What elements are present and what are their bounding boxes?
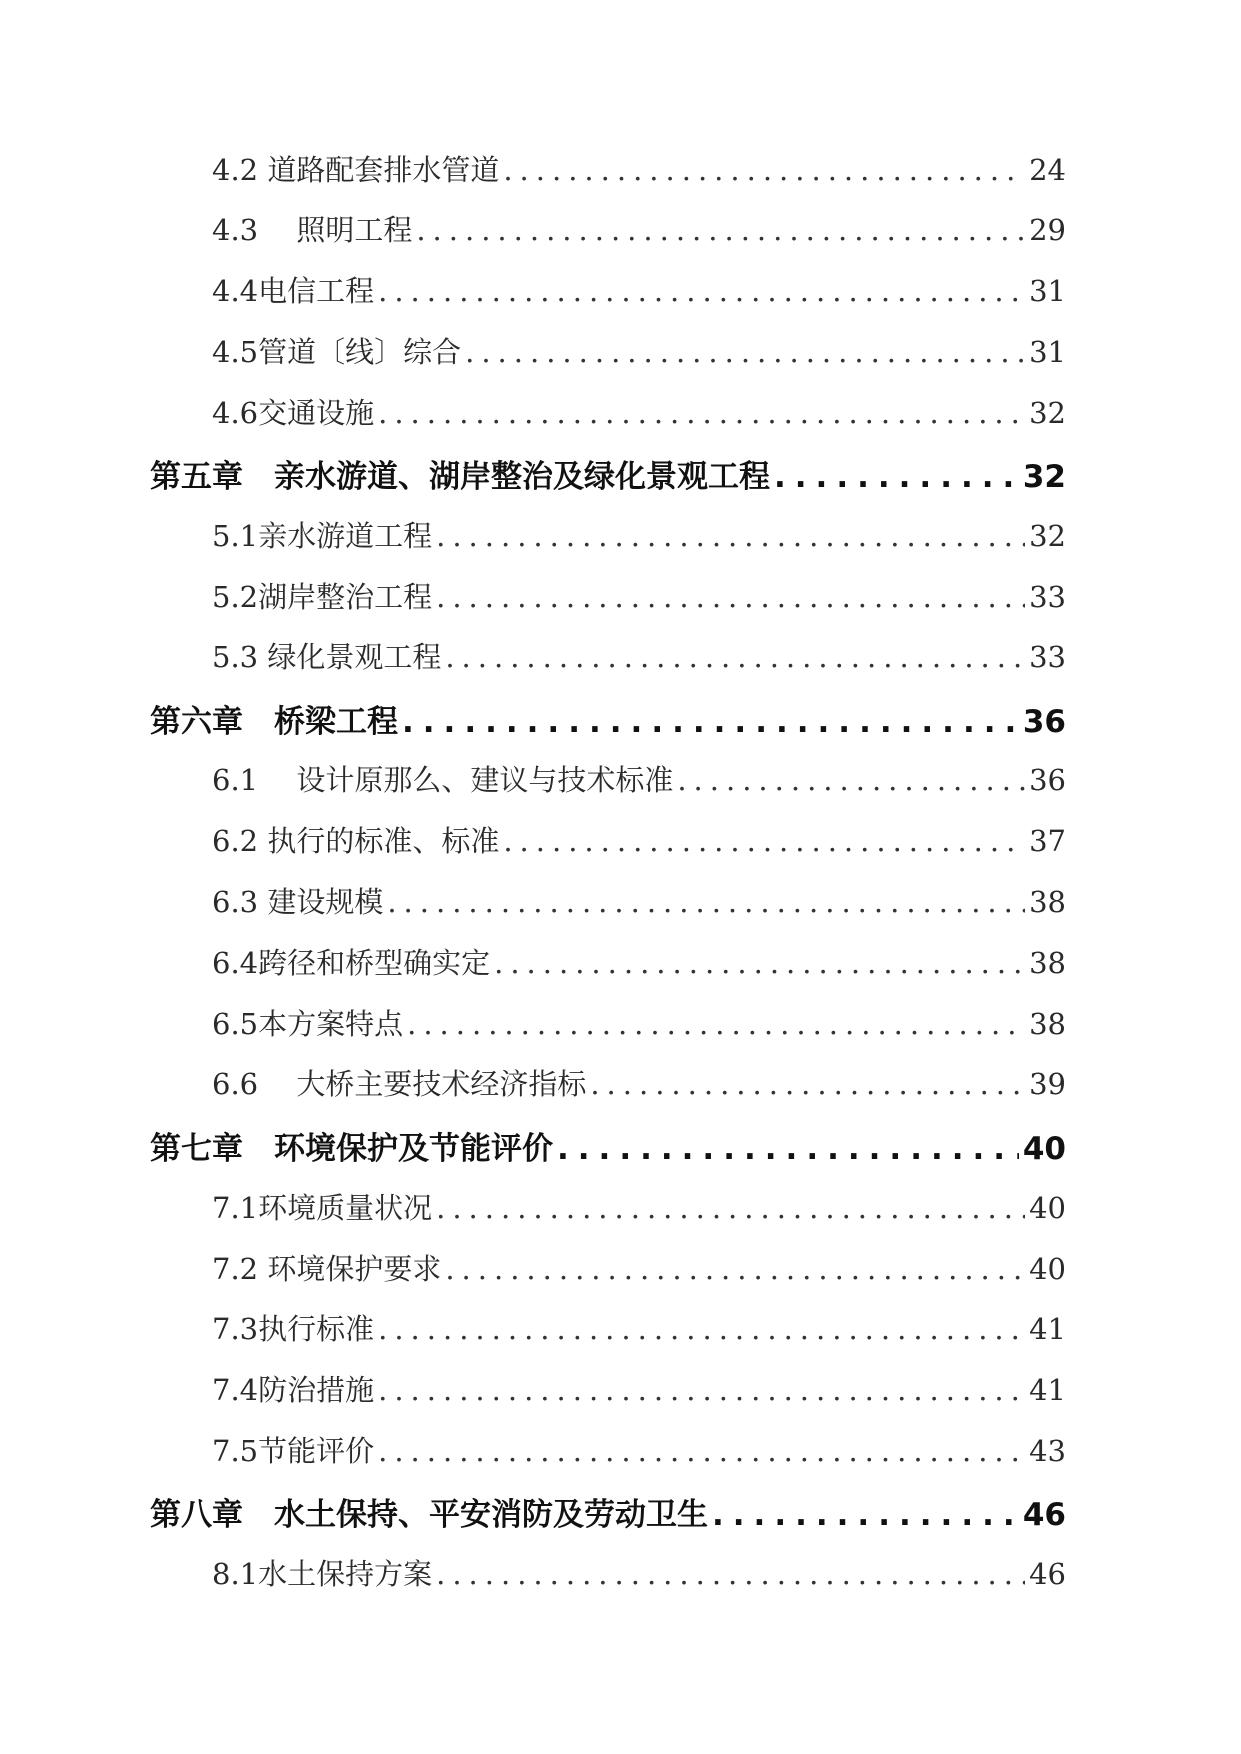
- toc-chapter[interactable]: [150, 696, 1066, 741]
- toc-entry-label: 7.1环境质量状况: [212, 1191, 433, 1225]
- dot-leader: [378, 1312, 1025, 1346]
- dot-leader: [416, 213, 1025, 247]
- toc-entry-page: 41: [1029, 1373, 1066, 1407]
- toc-entry-page: 33: [1029, 640, 1066, 674]
- toc-entry[interactable]: [212, 819, 1066, 860]
- toc-entry-page: 36: [1029, 763, 1066, 797]
- toc-entry[interactable]: [212, 391, 1066, 432]
- dot-leader: [387, 885, 1025, 919]
- dot-leader: [590, 1067, 1025, 1101]
- toc-entry-page: 38: [1029, 1007, 1066, 1041]
- toc-entry-page: 38: [1029, 946, 1066, 980]
- toc-entry-page: 32: [1029, 396, 1066, 430]
- toc-entry-page: 39: [1029, 1067, 1066, 1101]
- toc-entry[interactable]: [212, 330, 1066, 371]
- toc-chapter[interactable]: [150, 1489, 1066, 1534]
- toc-entry[interactable]: [212, 1368, 1066, 1409]
- toc-entry[interactable]: [212, 148, 1066, 189]
- dot-leader: [378, 1434, 1025, 1468]
- toc-entry-label: 4.3 照明工程: [212, 213, 413, 247]
- toc-entry-label: 7.5节能评价: [212, 1434, 375, 1468]
- dot-leader: [712, 1497, 1019, 1533]
- toc-entry[interactable]: [212, 1307, 1066, 1348]
- toc-chapter-page: 40: [1022, 1131, 1066, 1167]
- toc-entry[interactable]: [212, 758, 1066, 799]
- toc-entry-page: 32: [1029, 519, 1066, 553]
- dot-leader: [436, 519, 1025, 553]
- toc-entry-label: 6.3 建设规模: [212, 885, 384, 919]
- toc-entry[interactable]: [212, 269, 1066, 310]
- toc-entry-label: 6.2 执行的标准、标准: [212, 824, 500, 858]
- dot-leader: [503, 824, 1025, 858]
- toc-chapter-label: 第七章 环境保护及节能评价: [150, 1131, 553, 1167]
- toc-entry[interactable]: [212, 1429, 1066, 1470]
- toc-entry-page: 31: [1029, 335, 1066, 369]
- dot-leader: [378, 274, 1025, 308]
- toc-entry[interactable]: [212, 941, 1066, 982]
- toc-entry[interactable]: [212, 1002, 1066, 1043]
- toc-entry[interactable]: [212, 635, 1066, 676]
- toc-entry-page: 41: [1029, 1312, 1066, 1346]
- dot-leader: [445, 1252, 1025, 1286]
- dot-leader: [436, 1557, 1025, 1591]
- toc-entry[interactable]: [212, 208, 1066, 249]
- toc-chapter-page: 36: [1022, 704, 1066, 740]
- toc-entry-label: 4.5管道〔线〕综合: [212, 335, 462, 369]
- toc-entry-page: 46: [1029, 1557, 1066, 1591]
- dot-leader: [436, 580, 1025, 614]
- toc-entry[interactable]: [212, 1552, 1066, 1593]
- toc-entry-label: 6.1 设计原那么、建议与技术标准: [212, 763, 674, 797]
- toc-entry-page: 38: [1029, 885, 1066, 919]
- dot-leader: [503, 153, 1025, 187]
- toc-chapter-label: 第八章 水土保持、平安消防及劳动卫生: [150, 1497, 708, 1533]
- dot-leader: [407, 1007, 1025, 1041]
- dot-leader: [445, 640, 1025, 674]
- toc-entry-label: 7.3执行标准: [212, 1312, 375, 1346]
- dot-leader: [774, 459, 1019, 495]
- toc-entry-page: 29: [1029, 213, 1066, 247]
- toc-entry-label: 4.2 道路配套排水管道: [212, 153, 500, 187]
- toc-chapter-label: 第五章 亲水游道、湖岸整治及绿化景观工程: [150, 459, 770, 495]
- toc-entry-page: 31: [1029, 274, 1066, 308]
- dot-leader: [378, 1373, 1025, 1407]
- toc-entry-label: 7.2 环境保护要求: [212, 1252, 442, 1286]
- toc-entry-label: 6.6 大桥主要技术经济指标: [212, 1067, 587, 1101]
- toc-chapter[interactable]: [150, 451, 1066, 496]
- toc-entry-page: 33: [1029, 580, 1066, 614]
- toc-entry-label: 8.1水土保持方案: [212, 1557, 433, 1591]
- toc-chapter-page: 46: [1022, 1497, 1066, 1533]
- toc-chapter-label: 第六章 桥梁工程: [150, 704, 398, 740]
- toc-entry-page: 37: [1029, 824, 1066, 858]
- toc-entry[interactable]: [212, 1186, 1066, 1227]
- toc-entry-page: 43: [1029, 1434, 1066, 1468]
- dot-leader: [465, 335, 1025, 369]
- dot-leader: [494, 946, 1025, 980]
- dot-leader: [677, 763, 1025, 797]
- toc-entry-label: 4.4电信工程: [212, 274, 375, 308]
- toc-entry-label: 7.4防治措施: [212, 1373, 375, 1407]
- dot-leader: [378, 396, 1025, 430]
- toc-entry[interactable]: [212, 880, 1066, 921]
- toc-entry-page: 24: [1029, 153, 1066, 187]
- dot-leader: [402, 704, 1019, 740]
- toc-chapter-page: 32: [1022, 459, 1066, 495]
- toc-entry-label: 6.5本方案特点: [212, 1007, 404, 1041]
- toc-chapter[interactable]: [150, 1123, 1066, 1168]
- toc-entry[interactable]: [212, 514, 1066, 555]
- toc-entry-label: 5.3 绿化景观工程: [212, 640, 442, 674]
- dot-leader: [436, 1191, 1025, 1225]
- toc-entry[interactable]: [212, 1062, 1066, 1103]
- toc-entry-page: 40: [1029, 1252, 1066, 1286]
- toc-entry[interactable]: [212, 575, 1066, 616]
- toc-entry-label: 5.1亲水游道工程: [212, 519, 433, 553]
- toc-entry-page: 40: [1029, 1191, 1066, 1225]
- toc-entry-label: 4.6交通设施: [212, 396, 375, 430]
- toc-entry-label: 6.4跨径和桥型确实定: [212, 946, 491, 980]
- dot-leader: [557, 1131, 1019, 1167]
- toc-entry-label: 5.2湖岸整治工程: [212, 580, 433, 614]
- toc-entry[interactable]: [212, 1247, 1066, 1288]
